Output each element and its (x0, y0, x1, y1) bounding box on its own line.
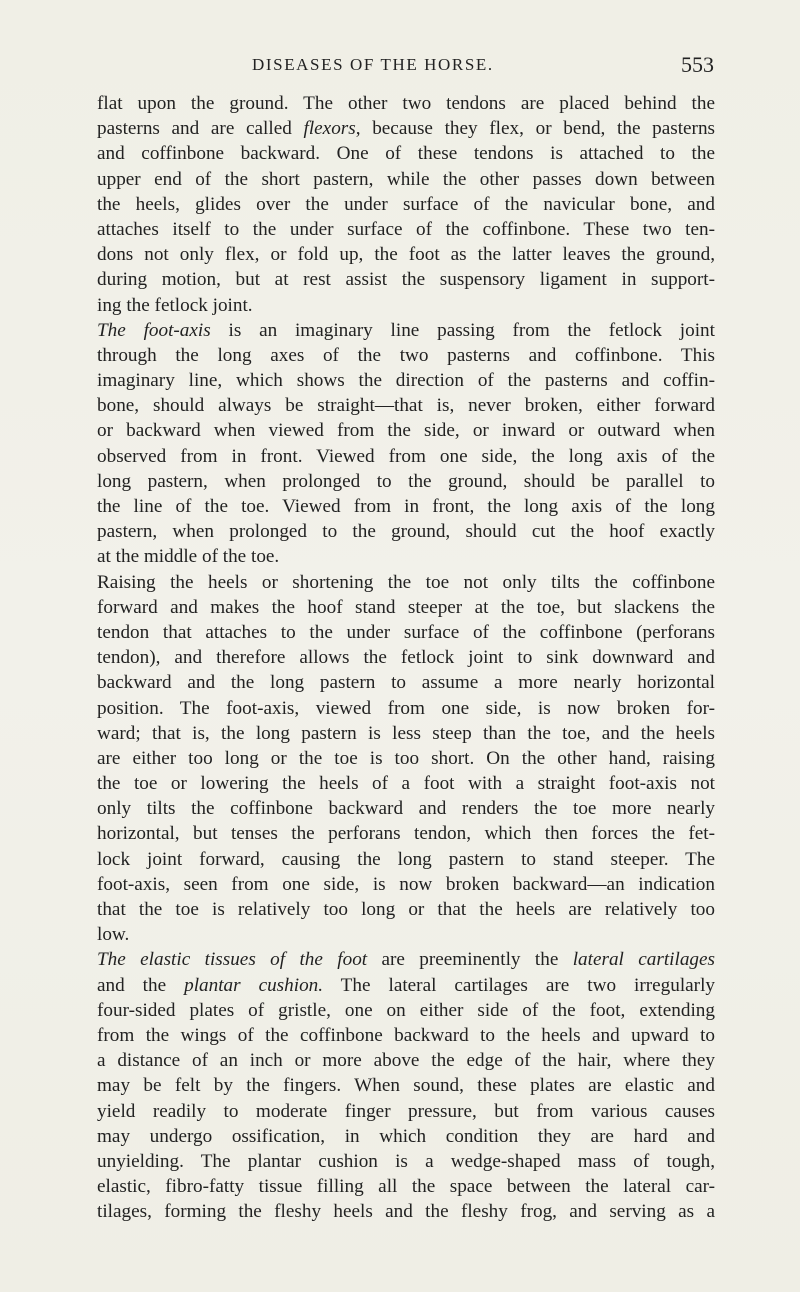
text-line: and the plantar cushion. The lateral cartilages are two irregularly (97, 974, 715, 996)
text-line: during motion, but at rest assist the suspensory ligament in support- (97, 269, 715, 291)
text-line: the toe or lowering the heels of a foot with a straight foot-axis not (97, 773, 715, 795)
text-line: flat upon the ground. The other two tendons are placed behind the (97, 93, 715, 114)
body-text (97, 91, 715, 1224)
text-line: pasterns and are called flexors, because they flex, or bend, the pasterns (97, 118, 715, 140)
page-number: 553 (681, 52, 714, 77)
text-line: observed from in front. Viewed from one side, the long axis of the (97, 445, 715, 467)
text-line: tendon that attaches to the under surface of the coffinbone (perforans (97, 621, 715, 643)
text-line: at the middle of the toe. (97, 546, 280, 568)
text-line: tilages, forming the fleshy heels and the fleshy frog, and serving as a (97, 1201, 715, 1223)
text-line: or backward when viewed from the side, or inward or outward when (97, 420, 715, 442)
text-line: The foot-axis is an imaginary line passing from the fetlock joint (97, 319, 715, 341)
text-line: may be felt by the fingers. When sound, these plates are elastic and (97, 1075, 715, 1097)
text-line: dons not only flex, or fold up, the foot as the latter leaves the ground, (97, 244, 715, 266)
text-line: are either too long or the toe is too short. On the other hand, raising (97, 747, 715, 769)
text-line: upper end of the short pastern, while the other passes down between (97, 168, 715, 190)
text-line: ing the fetlock joint. (97, 294, 253, 316)
text-line: and coffinbone backward. One of these tendons is attached to the (97, 143, 715, 165)
page-header (97, 52, 714, 83)
text-line: foot-axis, seen from one side, is now broken backward—an indication (97, 873, 715, 895)
text-line: bone, should always be straight—that is, never broken, either forward (97, 395, 715, 417)
text-line: the line of the toe. Viewed from in front, the long axis of the long (97, 496, 715, 517)
text-line: four-sided plates of gristle, one on either side of the foot, extending (97, 999, 715, 1021)
text-line: long pastern, when prolonged to the ground, should be parallel to (97, 470, 715, 492)
text-line: may undergo ossification, in which condition they are hard and (97, 1125, 715, 1147)
text-line: imaginary line, which shows the direction of the pasterns and coffin- (97, 370, 715, 392)
text-line: backward and the long pastern to assume a more nearly horizontal (97, 672, 715, 694)
text-line: attaches itself to the under surface of the coffinbone. These two ten- (97, 218, 715, 240)
text-line: lock joint forward, causing the long pastern to stand steeper. The (97, 848, 715, 870)
text-line: unyielding. The plantar cushion is a wedge-shaped mass of tough, (97, 1150, 715, 1172)
text-line: ward; that is, the long pastern is less steep than the toe, and the heels (97, 722, 715, 744)
text-line: forward and makes the hoof stand steeper at the toe, but slackens the (97, 596, 715, 618)
text-line: low. (97, 924, 130, 946)
text-line: pastern, when prolonged to the ground, should cut the hoof exactly (97, 521, 715, 543)
text-line: a distance of an inch or more above the edge of the hair, where they (97, 1050, 715, 1072)
text-line: that the toe is relatively too long or that the heels are relatively too (97, 899, 715, 920)
running-head: DISEASES OF THE HORSE. (252, 55, 494, 74)
text-line: yield readily to moderate finger pressure, but from various causes (97, 1100, 715, 1122)
text-line: The elastic tissues of the foot are preeminently the lateral cartilages (97, 949, 715, 971)
text-line: the heels, glides over the under surface of the navicular bone, and (97, 193, 715, 215)
text-line: tendon), and therefore allows the fetlock joint to sink downward and (97, 647, 715, 669)
text-line: horizontal, but tenses the perforans tendon, which then forces the fet- (97, 823, 715, 845)
text-line: through the long axes of the two pasterns and coffinbone. This (97, 344, 715, 366)
text-line: from the wings of the coffinbone backward to the heels and upward to (97, 1024, 715, 1046)
text-line: Raising the heels or shortening the toe not only tilts the coffinbone (97, 571, 715, 593)
text-line: only tilts the coffinbone backward and renders the toe more nearly (97, 798, 715, 820)
text-line: position. The foot-axis, viewed from one side, is now broken for- (97, 697, 715, 719)
text-line: elastic, fibro-fatty tissue filling all the space between the lateral car- (97, 1176, 715, 1198)
